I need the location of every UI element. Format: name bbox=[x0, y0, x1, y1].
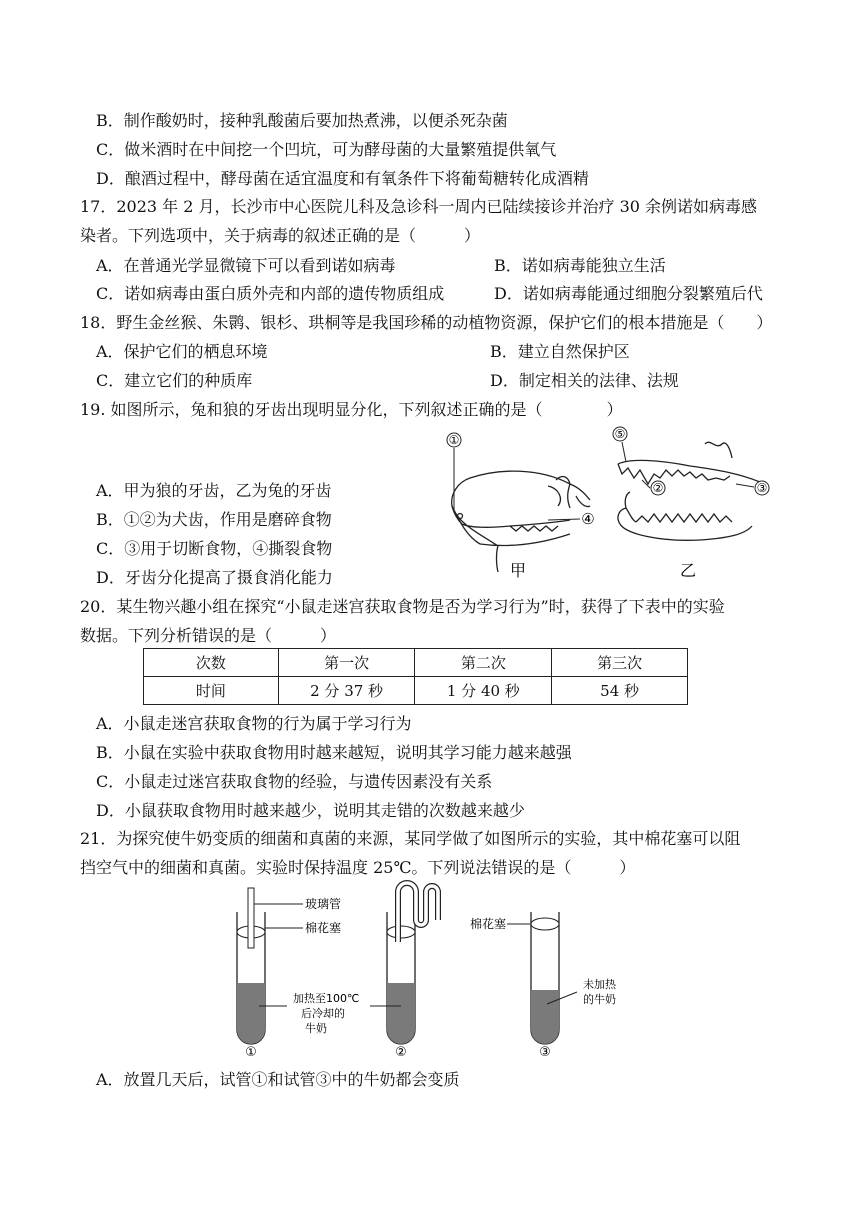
teeth-figure bbox=[440, 424, 785, 584]
q21-stem-line1: 21．为探究使牛奶变质的细菌和真菌的来源，某同学做了如图所示的实验，其中棉花塞可以阻 bbox=[80, 829, 741, 848]
cotton-plug-label-3: 棉花塞 bbox=[470, 917, 507, 931]
heated-milk-label-line2: 后冷却的 bbox=[301, 1007, 345, 1020]
q16-option-c: C．做米酒时在中间挖一个凹坑，可为酵母菌的大量繁殖提供氧气 bbox=[96, 140, 557, 159]
test-tube-1 bbox=[237, 888, 265, 1044]
wolf-marker-5: ⑤ bbox=[614, 427, 626, 441]
q19-stem: 19. 如图所示，兔和狼的牙齿出现明显分化，下列叙述正确的是（ ） bbox=[80, 400, 623, 419]
rabbit-marker-1: ① bbox=[448, 433, 460, 447]
wolf-marker-2: ② bbox=[652, 481, 664, 495]
q16-option-b: B．制作酸奶时，接种乳酸菌后要加热煮沸，以便杀死杂菌 bbox=[96, 111, 508, 130]
q18-option-b: B．建立自然保护区 bbox=[490, 342, 630, 361]
q18-stem: 18．野生金丝猴、朱鹮、银杉、珙桐等是我国珍稀的动植物资源，保护它们的根本措施是（ ） bbox=[80, 313, 773, 332]
glass-tube-label: 玻璃管 bbox=[305, 897, 342, 911]
heated-milk-label-line1: 加热至100℃ bbox=[293, 992, 360, 1005]
cotton-plug-label-1: 棉花塞 bbox=[305, 921, 342, 935]
table-cell-third-time: 54 秒 bbox=[552, 677, 688, 705]
q18-option-a: A．保护它们的栖息环境 bbox=[96, 342, 268, 361]
q19-option-d: D．牙齿分化提高了摄食消化能力 bbox=[96, 568, 333, 587]
table-header-second: 第二次 bbox=[415, 649, 552, 677]
figure-label-jia: 甲 bbox=[509, 561, 527, 580]
table-header-third: 第三次 bbox=[552, 649, 688, 677]
q17-option-a: A．在普通光学显微镜下可以看到诺如病毒 bbox=[96, 256, 396, 275]
figure-label-yi: 乙 bbox=[679, 561, 697, 580]
heated-milk-label-line3: 牛奶 bbox=[305, 1022, 327, 1035]
table-row bbox=[144, 649, 688, 677]
q20-option-d: D．小鼠获取食物用时越来越少，说明其走错的次数越来越少 bbox=[96, 801, 525, 820]
table-cell-second-time: 1 分 40 秒 bbox=[415, 677, 552, 705]
q21-option-a: A．放置几天后，试管①和试管③中的牛奶都会变质 bbox=[96, 1070, 460, 1089]
q17-stem-line2: 染者。下列选项中，关于病毒的叙述正确的是（ ） bbox=[80, 226, 481, 245]
q17-stem-line1: 17．2023 年 2 月，长沙市中心医院儿科及急诊科一周内已陆续接诊并治疗 30 余例诺如病毒感 bbox=[80, 197, 758, 216]
q19-option-b: B．①②为犬齿，作用是磨碎食物 bbox=[96, 510, 332, 529]
q17-option-d: D．诺如病毒能通过细胞分裂繁殖后代 bbox=[494, 284, 763, 303]
q20-option-a: A．小鼠走迷宫获取食物的行为属于学习行为 bbox=[96, 714, 412, 733]
q20-stem-line2: 数据。下列分析错误的是（ ） bbox=[80, 626, 337, 645]
test-tube-2 bbox=[387, 883, 438, 1044]
wolf-marker-3-leader bbox=[736, 484, 754, 487]
q20-option-b: B．小鼠在实验中获取食物用时越来越短，说明其学习能力越来越强 bbox=[96, 743, 572, 762]
table-cell-time-label: 时间 bbox=[144, 677, 279, 705]
q17-option-c: C．诺如病毒由蛋白质外壳和内部的遗传物质组成 bbox=[96, 284, 445, 303]
q19-option-c: C．③用于切断食物，④撕裂食物 bbox=[96, 539, 333, 558]
maze-time-table bbox=[143, 648, 688, 705]
q20-option-c: C．小鼠走过迷宫获取食物的经验，与遗传因素没有关系 bbox=[96, 772, 493, 791]
table-header-trial: 次数 bbox=[144, 649, 279, 677]
q16-option-d: D．酿酒过程中，酵母菌在适宜温度和有氧条件下将葡萄糖转化成酒精 bbox=[96, 169, 589, 188]
table-header-first: 第一次 bbox=[278, 649, 415, 677]
q20-stem-line1: 20．某生物兴趣小组在探究“小鼠走迷宫获取食物是否为学习行为”时，获得了下表中的实验 bbox=[80, 597, 725, 616]
rabbit-marker-4: ④ bbox=[581, 510, 595, 528]
q18-option-c: C．建立它们的种质库 bbox=[96, 371, 253, 390]
table-cell-first-time: 2 分 37 秒 bbox=[278, 677, 415, 705]
rabbit-marker-4-leader bbox=[548, 519, 580, 520]
test-tube-3 bbox=[531, 912, 559, 1044]
rabbit-skull-drawing bbox=[452, 471, 590, 572]
tube-2-number: ② bbox=[395, 1045, 407, 1060]
unheated-milk-label-line1: 未加热 bbox=[583, 978, 616, 991]
wolf-marker-3: ③ bbox=[756, 481, 768, 495]
wolf-marker-5-leader bbox=[622, 442, 626, 462]
wolf-jaw-drawing bbox=[618, 442, 760, 540]
q17-option-b: B．诺如病毒能独立生活 bbox=[494, 256, 666, 275]
q18-option-d: D．制定相关的法律、法规 bbox=[490, 371, 679, 390]
q21-stem-line2: 挡空气中的细菌和真菌。实验时保持温度 25℃。下列说法错误的是（ ） bbox=[80, 858, 636, 877]
tube-1-number: ① bbox=[245, 1045, 257, 1060]
table-row bbox=[144, 677, 688, 705]
test-tube-figure bbox=[225, 880, 625, 1060]
q19-option-a: A．甲为狼的牙齿，乙为兔的牙齿 bbox=[96, 481, 332, 500]
unheated-milk-label-line2: 的牛奶 bbox=[583, 993, 616, 1006]
tube-3-number: ③ bbox=[539, 1045, 551, 1060]
